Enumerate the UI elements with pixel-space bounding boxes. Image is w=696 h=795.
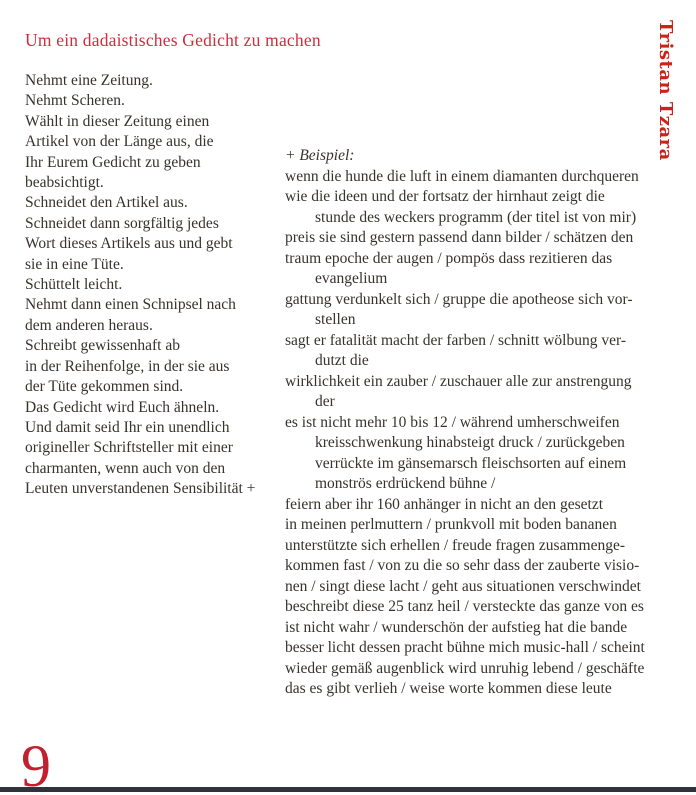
poem-line: sagt er fatalität macht der farben / schnitt wölbung ver- — [285, 331, 626, 349]
poem-line: dutzt die — [315, 352, 369, 369]
poem-line: nen / singt diese lacht / geht aus situationen verschwindet — [285, 577, 641, 595]
poem-line: kommen fast / von zu die so sehr dass der zauberte visio- — [285, 557, 640, 574]
poem-line: stunde des weckers programm (der titel ist von mir) — [315, 208, 637, 226]
instruction-line: Das Gedicht wird Euch ähneln. — [25, 398, 220, 416]
example-label: + Beispiel: — [285, 147, 355, 164]
poem-line: verrückte im gänsemarsch fleischsorten auf einem — [315, 454, 627, 472]
instruction-line: Schneidet dann sorgfältig jedes — [25, 214, 219, 232]
instruction-line: Artikel von der Länge aus, die — [25, 133, 214, 151]
poem-lines — [285, 167, 683, 700]
poem-line: wieder gemäß augenblick wird unruhig lebend / geschäfte — [285, 659, 645, 677]
instruction-line: Leuten unverstandenen Sensibilität + — [25, 480, 256, 498]
poem-line: monströs erdrückend bühne / — [315, 475, 496, 492]
poem-line: gattung verdunkelt sich / gruppe die apotheose sich vor- — [285, 290, 633, 308]
footer-rule — [0, 787, 696, 792]
instruction-line: in der Reihenfolge, in der sie aus — [25, 357, 230, 375]
instruction-line: Nehmt Scheren. — [25, 92, 125, 110]
poem-line: der — [315, 393, 335, 410]
instruction-line: Ihr Eurem Gedicht zu geben — [25, 153, 201, 171]
poem-line: evangelium — [315, 270, 388, 287]
page-number: 9 — [21, 733, 51, 795]
author-sidebar-label: Tristan Tzara — [655, 20, 676, 161]
poem-line: in meinen perlmuttern / prunkvoll mit boden bananen — [285, 516, 617, 533]
poem-line: es ist nicht mehr 10 bis 12 / während umherschweifen — [285, 413, 620, 431]
instruction-line: sie in eine Tüte. — [25, 255, 124, 273]
instruction-line: dem anderen heraus. — [25, 316, 153, 334]
instruction-line: origineller Schriftsteller mit einer — [25, 439, 233, 457]
poem-line: beschreibt diese 25 tanz heil / versteckte das ganze von es — [285, 598, 644, 615]
poem-line: feiern aber ihr 160 anhänger in nicht an den gesetzt — [285, 495, 604, 513]
poem-line: traum epoche der augen / pompös dass rezitieren das — [285, 249, 613, 267]
poem-line: preis sie sind gestern passend dann bilder / schätzen den — [285, 229, 634, 246]
instruction-line: der Tüte gekommen sind. — [25, 378, 184, 396]
poem-line: das es gibt verlieh / weise worte kommen diese leute — [285, 680, 612, 697]
poem-line: wirklichkeit ein zauber / zuschauer alle zur anstrengung — [285, 372, 632, 390]
poem-line: wenn die hunde die luft in einem diamanten durchqueren — [285, 167, 639, 185]
instruction-line: Nehmt dann einen Schnipsel nach — [25, 296, 236, 314]
instruction-line: Schneidet den Artikel aus. — [25, 194, 188, 212]
instruction-line: Schreibt gewissenhaft ab — [25, 337, 180, 355]
poem-line: ist nicht wahr / wunderschön der aufstieg hat die bande — [285, 618, 628, 636]
poem-line: wie die ideen und der fortsatz der hirnhaut zeigt die — [285, 188, 605, 205]
instruction-line: Schüttelt leicht. — [25, 276, 123, 294]
poem-line: kreisschwenkung hinabsteigt druck / zurückgeben — [315, 434, 625, 451]
poem-line: unterstützte sich erhellen / freude fragen zusammenge- — [285, 536, 625, 554]
example-column — [285, 146, 683, 700]
instruction-line: charmanten, wenn auch von den — [25, 459, 226, 477]
poem-line: stellen — [315, 311, 356, 328]
instruction-line: Wählt in dieser Zeitung einen — [25, 112, 210, 130]
poem-line: besser licht dessen pracht bühne mich music-hall / scheint — [285, 639, 645, 656]
instruction-line: Und damit seid Ihr ein unendlich — [25, 418, 230, 436]
page-title: Um ein dadaistisches Gedicht zu machen — [25, 30, 321, 50]
instruction-line: Nehmt eine Zeitung. — [25, 72, 153, 89]
instruction-line: Wort dieses Artikels aus und gebt — [25, 235, 233, 253]
instruction-line: beabsichtigt. — [25, 174, 104, 192]
instructions-column — [25, 71, 287, 500]
